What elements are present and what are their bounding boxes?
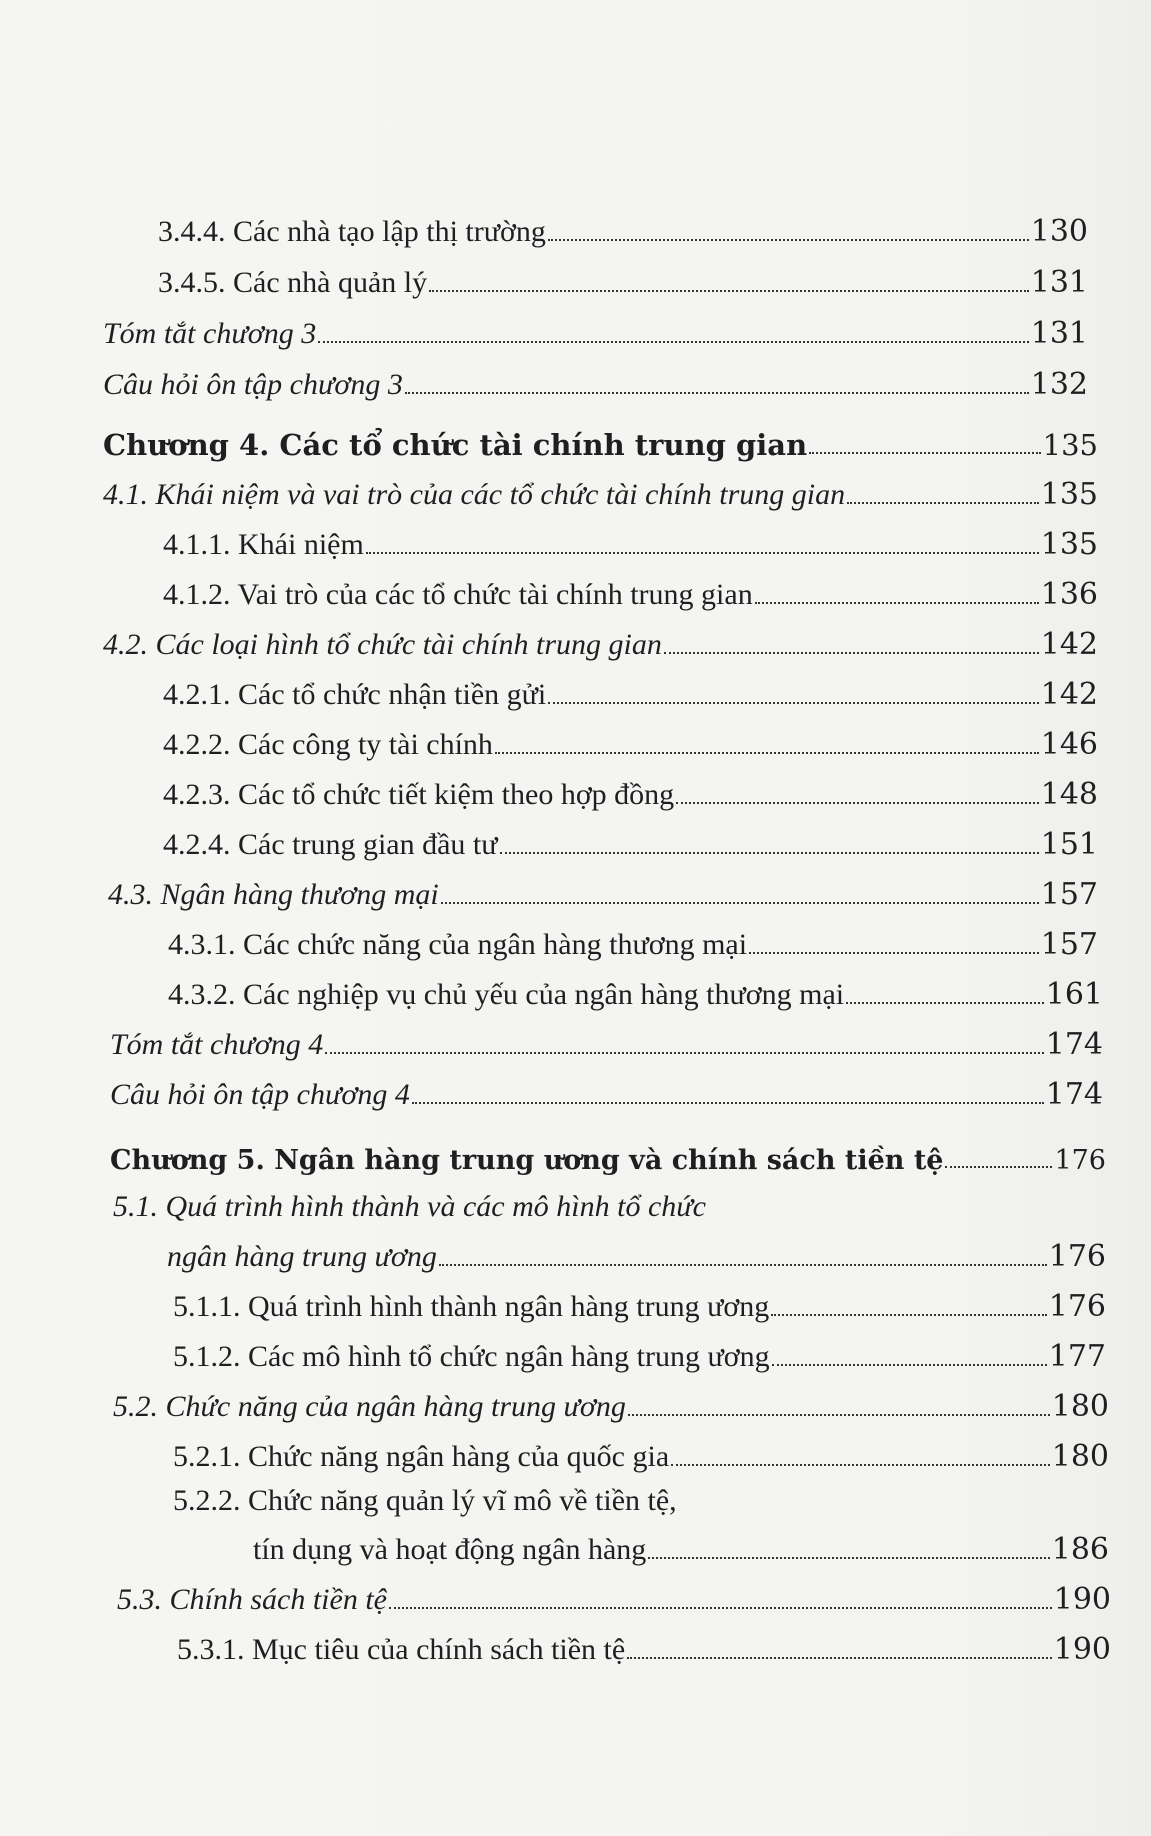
toc-entry	[168, 918, 1098, 962]
dot-leader	[749, 952, 1039, 954]
toc-page-number: 135	[1042, 427, 1098, 462]
toc-entry-label: Câu hỏi ôn tập chương 3	[103, 367, 403, 401]
dot-leader	[548, 239, 1029, 241]
toc-entry	[173, 1280, 1106, 1324]
toc-entry	[163, 818, 1098, 862]
toc-page-number: 148	[1040, 776, 1098, 812]
toc-chapter-entry	[110, 1132, 1106, 1176]
toc-page-number: 190	[1053, 1581, 1111, 1617]
toc-entry	[177, 1623, 1111, 1667]
dot-leader	[771, 1314, 1047, 1316]
toc-entry-label: Câu hỏi ôn tập chương 4	[110, 1077, 410, 1111]
toc-entry-label: 3.4.4. Các nhà tạo lập thị trường	[158, 214, 546, 248]
toc-entry-label: 4.1.2. Vai trò của các tổ chức tài chính trung gian	[163, 577, 753, 611]
toc-entry	[163, 518, 1098, 562]
toc-entry-label: 4.1. Khái niệm và vai trò của các tổ chức tài chính trung gian	[103, 477, 846, 511]
toc-entry	[163, 668, 1098, 712]
toc-entry	[173, 1330, 1106, 1374]
toc-entry	[117, 1573, 1111, 1617]
dot-leader	[366, 552, 1039, 554]
dot-leader	[772, 1364, 1047, 1366]
dot-leader	[945, 1166, 1052, 1168]
dot-leader	[412, 1102, 1044, 1104]
dot-leader	[495, 752, 1039, 754]
toc-page-number: 132	[1030, 366, 1088, 402]
toc-entry-label: Chương 5. Ngân hàng trung ương và chính sách tiền tệ	[110, 1144, 944, 1176]
toc-entry-label: ngân hàng trung ương	[167, 1239, 437, 1273]
toc-entry-label: 4.1.1. Khái niệm	[163, 527, 364, 561]
toc-page-number: 131	[1030, 315, 1088, 351]
toc-entry-label: 5.1.2. Các mô hình tổ chức ngân hàng trung ương	[173, 1339, 770, 1373]
toc-entry-label: Tóm tắt chương 3	[103, 316, 317, 350]
toc-entry-label: 5.2.1. Chức năng ngân hàng của quốc gia	[173, 1439, 670, 1473]
toc-page-number: 177	[1048, 1338, 1106, 1374]
toc-entry-label: Tóm tắt chương 4	[110, 1027, 324, 1061]
toc-entry-label: 4.2. Các loại hình tổ chức tài chính trung gian	[103, 627, 662, 661]
toc-page-number: 157	[1040, 876, 1098, 912]
toc-page-number: 157	[1040, 926, 1098, 962]
toc-entry	[103, 468, 1098, 512]
dot-leader	[627, 1657, 1052, 1659]
toc-page-number: 190	[1053, 1631, 1111, 1667]
dot-leader	[676, 802, 1039, 804]
toc-entry	[108, 868, 1098, 912]
toc-entry-label: 5.3.1. Mục tiêu của chính sách tiền tệ	[177, 1632, 626, 1666]
toc-page-number: 161	[1045, 976, 1103, 1012]
toc-entry-label: 4.3.2. Các nghiệp vụ chủ yếu của ngân hàng thương mại	[168, 977, 845, 1011]
dot-leader	[318, 341, 1029, 343]
toc-page-number: 151	[1040, 826, 1098, 862]
toc-entry-label: 4.2.1. Các tổ chức nhận tiền gửi	[163, 677, 547, 711]
toc-entry	[110, 1068, 1103, 1112]
toc-entry	[158, 205, 1088, 249]
dot-leader	[628, 1414, 1050, 1416]
toc-entry	[167, 1230, 1106, 1274]
toc-entry	[110, 1018, 1103, 1062]
toc-entry-label: 4.2.3. Các tổ chức tiết kiệm theo hợp đồng	[163, 777, 675, 811]
toc-entry	[103, 307, 1088, 351]
dot-leader	[671, 1464, 1050, 1466]
toc-entry	[168, 968, 1103, 1012]
toc-entry	[103, 358, 1088, 402]
toc-entry	[173, 1430, 1109, 1474]
dot-leader	[441, 902, 1039, 904]
toc-page-number: 176	[1054, 1144, 1106, 1176]
toc-entry-label: 5.3. Chính sách tiền tệ	[117, 1582, 387, 1616]
dot-leader	[846, 1002, 1044, 1004]
dot-leader	[809, 452, 1040, 454]
toc-entry	[163, 568, 1098, 612]
toc-entry-first-line: 5.2.2. Chức năng quản lý vĩ mô về tiền tệ,	[173, 1484, 677, 1517]
toc-entry-label: 5.1.1. Quá trình hình thành ngân hàng trung ương	[173, 1289, 770, 1323]
toc-entry-label: tín dụng và hoạt động ngân hàng	[253, 1532, 647, 1566]
toc-page-number: 186	[1051, 1531, 1109, 1567]
toc-entry	[103, 618, 1098, 662]
toc-page-number: 174	[1045, 1026, 1103, 1062]
toc-entry-label: 3.4.5. Các nhà quản lý	[158, 265, 428, 299]
toc-entry-label: 4.2.2. Các công ty tài chính	[163, 727, 493, 761]
toc-page-number: 146	[1040, 726, 1098, 762]
dot-leader	[648, 1557, 1049, 1559]
toc-entry-label: 4.2.4. Các trung gian đầu tư	[163, 827, 498, 861]
toc-chapter-entry	[103, 418, 1098, 462]
toc-entry-label: Chương 4. Các tổ chức tài chính trung gian	[103, 427, 808, 462]
toc-page-number: 180	[1051, 1388, 1109, 1424]
toc-page-number: 136	[1040, 576, 1098, 612]
toc-entry-first-line: 5.1. Quá trình hình thành và các mô hình tổ chức	[113, 1190, 706, 1223]
toc-page-number: 176	[1048, 1238, 1106, 1274]
toc-entry-label: 4.3. Ngân hàng thương mại	[108, 877, 439, 911]
dot-leader	[405, 392, 1029, 394]
toc-page-number: 180	[1051, 1438, 1109, 1474]
toc-page-number: 131	[1030, 264, 1088, 300]
toc-page-number: 135	[1040, 526, 1098, 562]
toc-page-number: 135	[1040, 476, 1098, 512]
dot-leader	[389, 1607, 1052, 1609]
dot-leader	[755, 602, 1039, 604]
toc-entry	[163, 768, 1098, 812]
toc-entry-label: 5.2. Chức năng của ngân hàng trung ương	[113, 1389, 626, 1423]
dot-leader	[325, 1052, 1044, 1054]
dot-leader	[548, 702, 1038, 704]
dot-leader	[500, 852, 1039, 854]
toc-page-number: 142	[1040, 626, 1098, 662]
toc-entry	[163, 718, 1098, 762]
dot-leader	[664, 652, 1039, 654]
toc-page-number: 176	[1048, 1288, 1106, 1324]
toc-page-number: 174	[1045, 1076, 1103, 1112]
toc-entry	[158, 256, 1088, 300]
toc-entry	[253, 1523, 1109, 1567]
dot-leader	[439, 1264, 1047, 1266]
dot-leader	[429, 290, 1029, 292]
toc-page-number: 130	[1030, 213, 1088, 249]
dot-leader	[847, 502, 1039, 504]
toc-page-number: 142	[1040, 676, 1098, 712]
toc-entry-label: 4.3.1. Các chức năng của ngân hàng thương mại	[168, 927, 748, 961]
toc-entry	[113, 1380, 1109, 1424]
